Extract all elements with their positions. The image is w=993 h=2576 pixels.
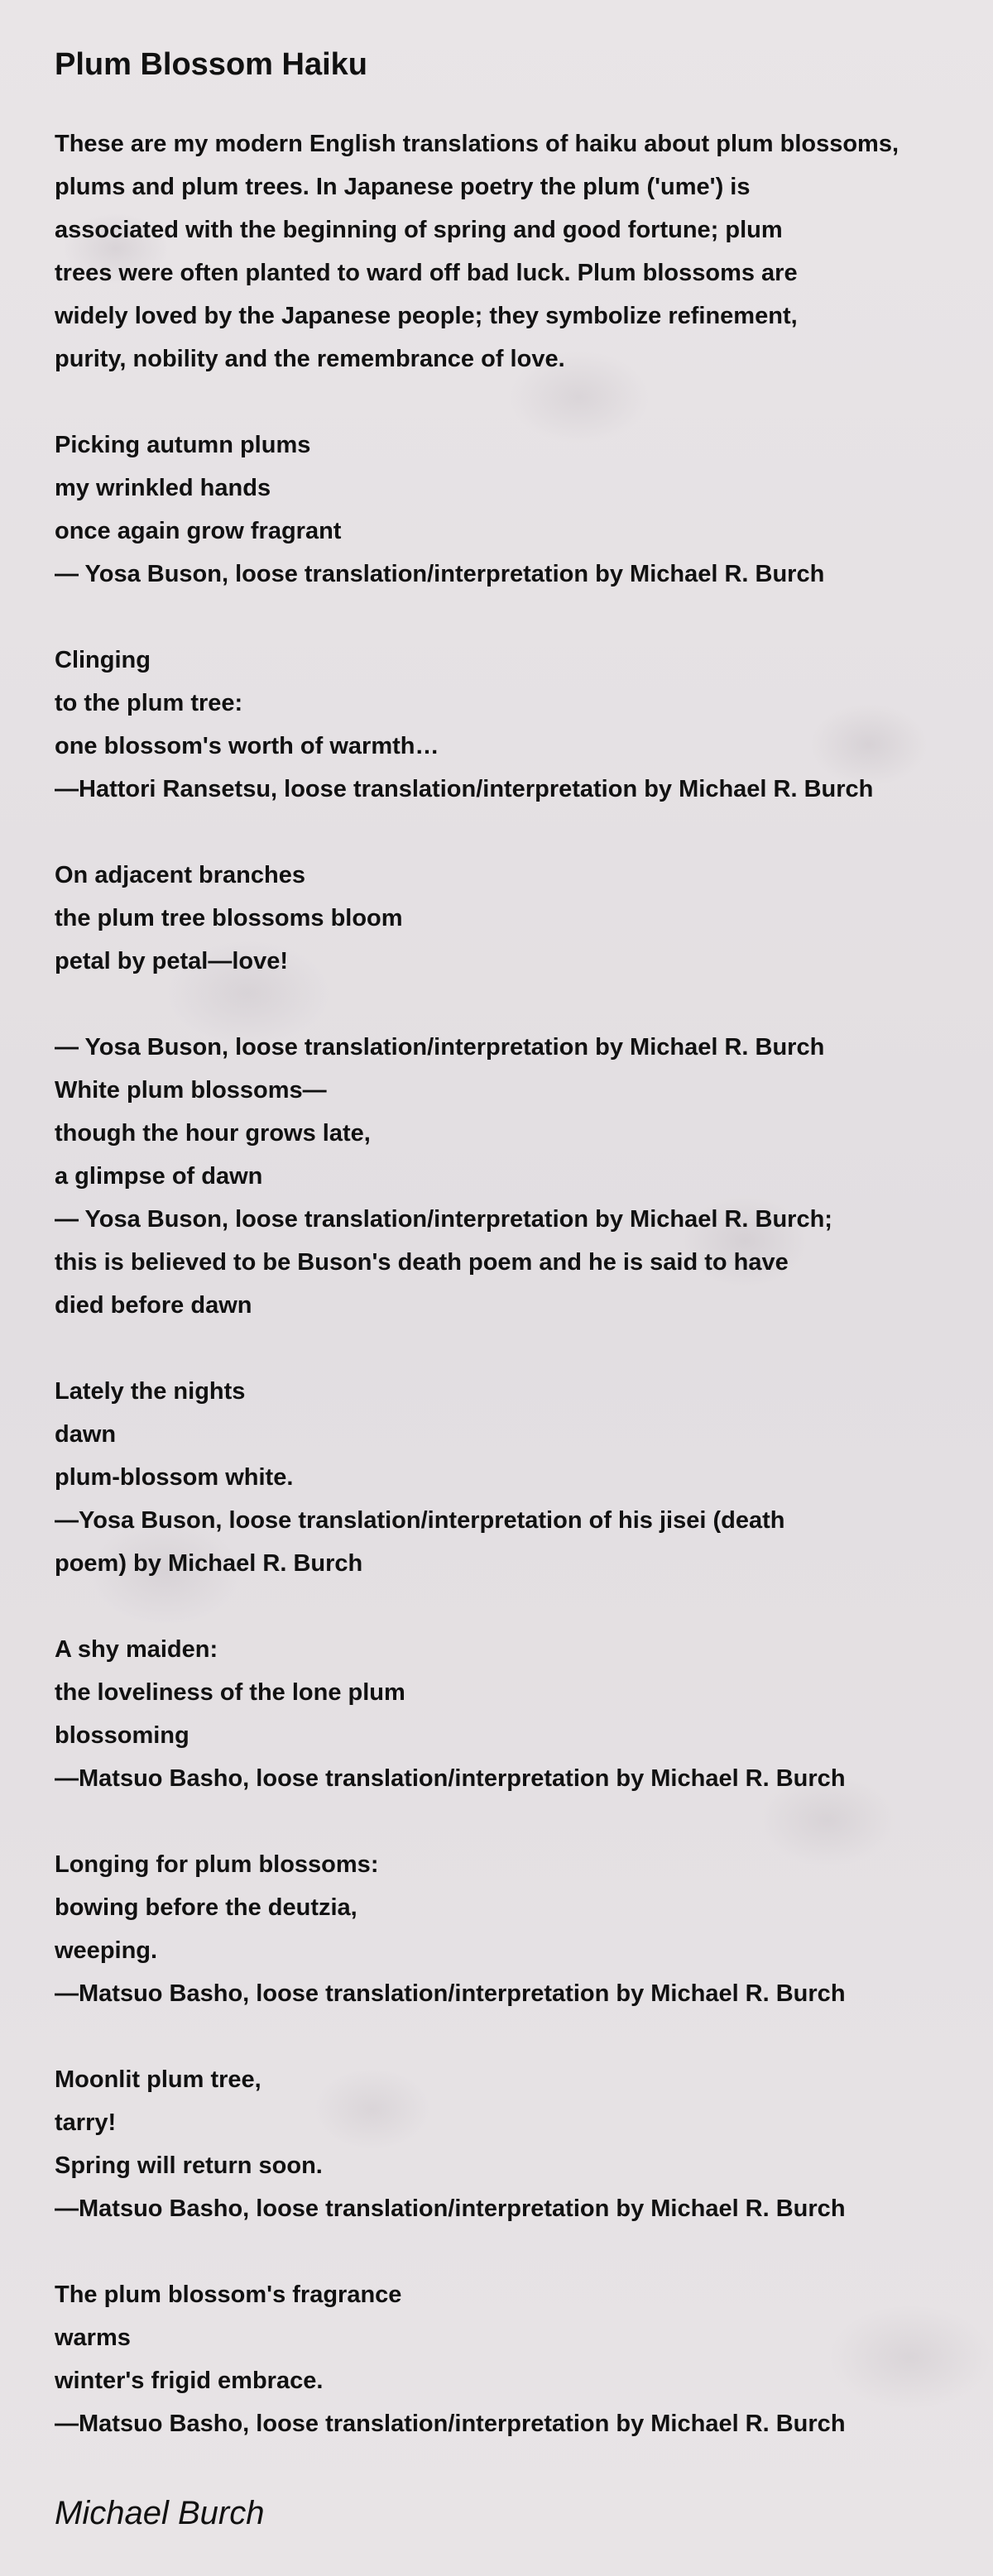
attribution-line: died before dawn — [55, 1292, 252, 1319]
attribution-line: —Matsuo Basho, loose translation/interpretation by Michael R. Burch — [55, 1765, 846, 1792]
stanza — [55, 424, 981, 596]
page-title: Plum Blossom Haiku — [55, 47, 367, 82]
poem-line: warms — [55, 2325, 131, 2351]
attribution-line: this is believed to be Buson's death poem and he is said to have — [55, 1249, 789, 1276]
poem-line: weeping. — [55, 1937, 158, 1964]
poem-line: winter's frigid embrace. — [55, 2368, 324, 2394]
poem-line: Longing for plum blossoms: — [55, 1851, 379, 1878]
poem-line: my wrinkled hands — [55, 475, 271, 501]
intro-line: purity, nobility and the remembrance of love. — [55, 346, 565, 372]
attribution-line: —Matsuo Basho, loose translation/interpretation by Michael R. Burch — [55, 2411, 846, 2437]
intro-line: associated with the beginning of spring and good fortune; plum — [55, 217, 783, 243]
intro-line: widely loved by the Japanese people; they symbolize refinement, — [55, 303, 798, 329]
attribution-line: —Matsuo Basho, loose translation/interpretation by Michael R. Burch — [55, 1980, 846, 2007]
poem-line: bowing before the deutzia, — [55, 1894, 357, 1921]
poem-line: Picking autumn plums — [55, 432, 311, 458]
poem-line: On adjacent branches — [55, 862, 305, 888]
poem-line: a glimpse of dawn — [55, 1163, 263, 1190]
poem-line: the plum tree blossoms bloom — [55, 905, 403, 931]
attribution-line: poem) by Michael R. Burch — [55, 1550, 363, 1577]
stanza — [55, 639, 981, 811]
poem-line: Moonlit plum tree, — [55, 2066, 261, 2093]
poem-line: A shy maiden: — [55, 1636, 218, 1663]
poem-line: plum-blossom white. — [55, 1464, 294, 1491]
poem-line: Lately the nights — [55, 1378, 246, 1405]
attribution-line: — Yosa Buson, loose translation/interpretation by Michael R. Burch; — [55, 1206, 832, 1233]
stanza — [55, 2273, 981, 2445]
poem-line: The plum blossom's fragrance — [55, 2282, 402, 2308]
poem-line: Spring will return soon. — [55, 2152, 323, 2179]
poem-line: White plum blossoms— — [55, 1077, 327, 1104]
intro-line: trees were often planted to ward off bad luck. Plum blossoms are — [55, 260, 798, 286]
poem-line: petal by petal—love! — [55, 948, 289, 974]
attribution-line: — Yosa Buson, loose translation/interpretation by Michael R. Burch — [55, 561, 825, 587]
stanza — [55, 2058, 981, 2230]
intro-paragraph — [55, 122, 981, 381]
stanza — [55, 1370, 981, 1585]
poem-line: once again grow fragrant — [55, 518, 342, 544]
poem-line: to the plum tree: — [55, 690, 243, 716]
poem-line: Clinging — [55, 647, 151, 673]
attribution-line: —Matsuo Basho, loose translation/interpretation by Michael R. Burch — [55, 2195, 846, 2222]
attribution-line: —Hattori Ransetsu, loose translation/interpretation by Michael R. Burch — [55, 776, 874, 802]
poem-line: one blossom's worth of warmth… — [55, 733, 439, 759]
poem-line: dawn — [55, 1421, 117, 1448]
author-name: Michael Burch — [55, 2495, 265, 2531]
poem-line: blossoming — [55, 1722, 189, 1749]
stanza — [55, 854, 981, 983]
poem-line: though the hour grows late, — [55, 1120, 371, 1147]
poem-line: the loveliness of the lone plum — [55, 1679, 405, 1706]
stanza — [55, 1026, 981, 1327]
intro-line: These are my modern English translations of haiku about plum blossoms, — [55, 131, 899, 157]
poem-line: tarry! — [55, 2109, 117, 2136]
stanza — [55, 1628, 981, 1800]
stanza — [55, 1843, 981, 2015]
attribution-line: —Yosa Buson, loose translation/interpretation of his jisei (death — [55, 1507, 785, 1534]
intro-line: plums and plum trees. In Japanese poetry the plum ('ume') is — [55, 174, 751, 200]
poem-page — [55, 43, 981, 2445]
attribution-line: — Yosa Buson, loose translation/interpretation by Michael R. Burch — [55, 1034, 825, 1061]
